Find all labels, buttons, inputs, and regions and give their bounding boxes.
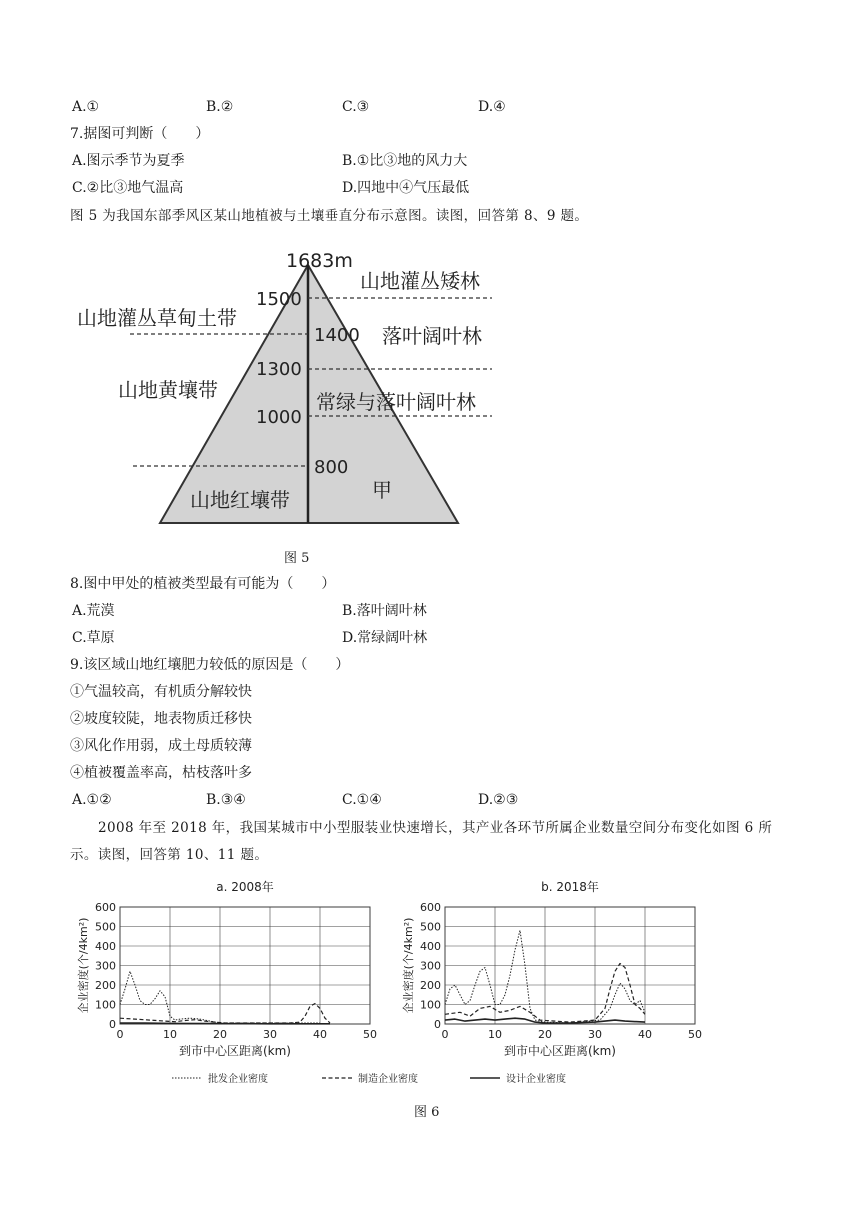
fig5-mountain-diagram — [60, 245, 520, 535]
y-tick-label: 300 — [420, 959, 441, 973]
q6-option-a[interactable]: A.① — [72, 99, 100, 115]
fig5-intro: 图 5 为我国东部季风区某山地植被与土壤垂直分布示意图。读图，回答第 8、9 题。 — [70, 208, 589, 224]
q6-option-b[interactable]: B.② — [206, 99, 234, 115]
q9-option-c[interactable]: C.①④ — [342, 792, 382, 808]
y-tick-label: 600 — [420, 901, 441, 914]
q8-stem: 8.图中甲处的植被类型最有可能为（ ） — [70, 576, 336, 592]
y-tick-label: 400 — [420, 940, 441, 953]
elev-1400: 1400 — [314, 325, 360, 346]
q7-option-c[interactable]: C.②比③地气温高 — [72, 180, 184, 196]
q7-option-b[interactable]: B.①比③地的风力大 — [342, 153, 468, 169]
chart-panel-1 — [401, 879, 702, 1058]
x-tick-label: 0 — [441, 1028, 449, 1041]
q9-statement-4: ④植被覆盖率高，枯枝落叶多 — [70, 765, 252, 781]
veg-deciduous: 落叶阔叶林 — [382, 324, 482, 348]
y-tick-label: 300 — [95, 959, 116, 973]
y-tick-label: 500 — [420, 920, 441, 934]
veg-jia: 甲 — [372, 478, 392, 502]
legend-item-2 — [470, 1072, 566, 1085]
y-axis-label: 企业密度(个/4km²) — [402, 917, 415, 1014]
x-tick-label: 50 — [688, 1028, 702, 1041]
legend-label: 批发企业密度 — [208, 1074, 268, 1085]
series-line-1 — [120, 1004, 330, 1024]
legend-item-0 — [172, 1072, 268, 1085]
fig6-intro: 2008 年至 2018 年，我国某城市中小型服装业快速增长，其产业各环节所属企业数量空间分布变化如图 6 所示。读图，回答第 10、11 题。 — [70, 820, 773, 863]
fig5-caption: 图 5 — [284, 551, 310, 566]
q9-option-d[interactable]: D.②③ — [478, 792, 519, 808]
q9-option-a[interactable]: A.①② — [72, 792, 112, 808]
x-axis-label: 到市中心区距离(km) — [503, 1044, 617, 1058]
soil-shrub-meadow: 山地灌丛草甸土带 — [77, 306, 237, 330]
elev-1000: 1000 — [256, 407, 302, 428]
y-tick-label: 200 — [95, 979, 116, 992]
peak-label: 1683m — [286, 250, 353, 272]
legend-label: 设计企业密度 — [506, 1074, 566, 1085]
x-tick-label: 40 — [313, 1028, 327, 1041]
q8-option-d[interactable]: D.常绿阔叶林 — [342, 630, 428, 646]
y-tick-label: 100 — [95, 998, 116, 1012]
y-tick-label: 0 — [434, 1018, 441, 1031]
veg-mixed: 常绿与落叶阔叶林 — [316, 390, 476, 414]
fig6-charts — [60, 872, 740, 1097]
fig6-caption: 图 6 — [414, 1105, 440, 1120]
elev-1500: 1500 — [256, 289, 302, 310]
q9-option-b[interactable]: B.③④ — [206, 792, 246, 808]
chart-panel-0 — [76, 879, 377, 1058]
q9-statement-1: ①气温较高，有机质分解较快 — [70, 684, 252, 700]
soil-yellow: 山地黄壤带 — [118, 378, 218, 402]
q7-option-d[interactable]: D.四地中④气压最低 — [342, 180, 470, 196]
y-tick-label: 100 — [420, 998, 441, 1012]
elev-800: 800 — [314, 457, 349, 478]
x-tick-label: 30 — [588, 1028, 602, 1041]
y-tick-label: 400 — [95, 940, 116, 953]
q6-option-d[interactable]: D.④ — [478, 99, 506, 115]
y-tick-label: 500 — [95, 920, 116, 934]
series-line-2 — [120, 1023, 330, 1024]
q7-stem: 7.据图可判断（ ） — [70, 126, 210, 142]
x-tick-label: 20 — [538, 1028, 552, 1041]
x-axis-label: 到市中心区距离(km) — [178, 1044, 292, 1058]
q8-option-c[interactable]: C.草原 — [72, 630, 115, 646]
x-tick-label: 0 — [116, 1028, 124, 1041]
y-tick-label: 0 — [109, 1018, 116, 1031]
q9-statement-3: ③风化作用弱，成土母质较薄 — [70, 738, 252, 754]
legend-label: 制造企业密度 — [358, 1074, 418, 1085]
x-tick-label: 40 — [638, 1028, 652, 1041]
x-tick-label: 20 — [213, 1028, 227, 1041]
chart-title: b. 2018年 — [541, 880, 599, 894]
q6-option-c[interactable]: C.③ — [342, 99, 370, 115]
chart-title: a. 2008年 — [216, 880, 274, 894]
veg-shrub: 山地灌丛矮林 — [360, 269, 480, 293]
y-axis-label: 企业密度(个/4km²) — [77, 917, 90, 1014]
y-tick-label: 600 — [95, 901, 116, 914]
x-tick-label: 50 — [363, 1028, 377, 1041]
elev-1300: 1300 — [256, 359, 302, 380]
x-tick-label: 30 — [263, 1028, 277, 1041]
x-tick-label: 10 — [163, 1028, 177, 1041]
q8-option-a[interactable]: A.荒漠 — [72, 603, 115, 619]
q9-statement-2: ②坡度较陡，地表物质迁移快 — [70, 711, 252, 727]
q8-option-b[interactable]: B.落叶阔叶林 — [342, 603, 427, 619]
q9-stem: 9.该区域山地红壤肥力较低的原因是（ ） — [70, 657, 350, 673]
y-tick-label: 200 — [420, 979, 441, 992]
soil-red: 山地红壤带 — [190, 488, 290, 512]
legend-item-1 — [322, 1072, 418, 1085]
q7-option-a[interactable]: A.图示季节为夏季 — [72, 153, 185, 169]
x-tick-label: 10 — [488, 1028, 502, 1041]
